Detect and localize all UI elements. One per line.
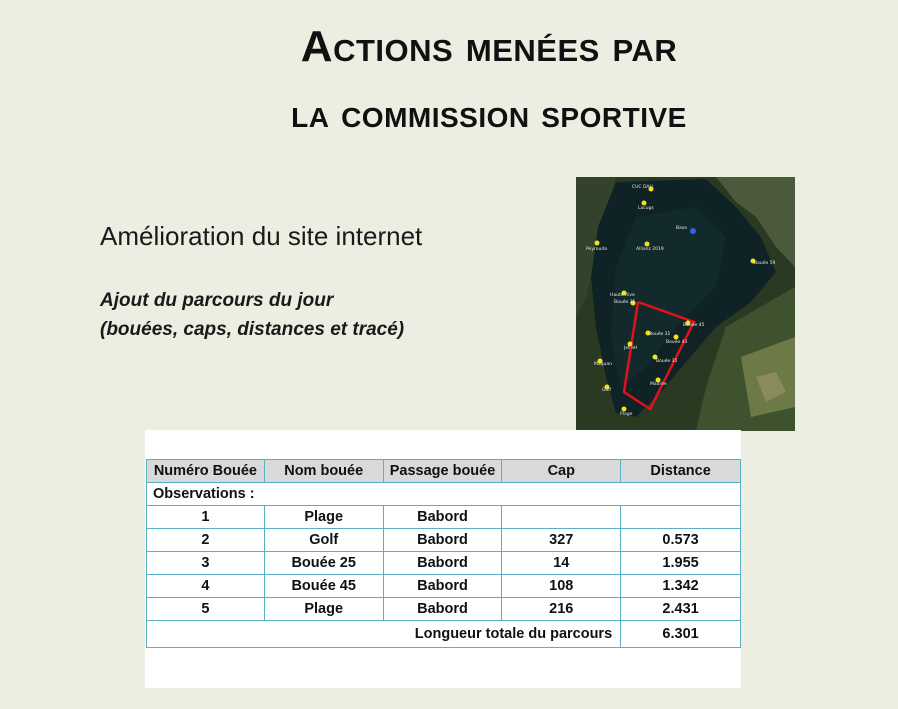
total-row (147, 621, 741, 648)
column-header-buoy-name: Nom bouée (264, 460, 383, 483)
cell-passage: Babord (383, 506, 502, 529)
cell-buoy-name: Plage (264, 598, 383, 621)
cell-distance: 1.342 (621, 575, 741, 598)
map-label: Golf (602, 388, 612, 393)
cell-cap: 216 (502, 598, 621, 621)
map-label: Peyrouda (586, 247, 607, 252)
cell-buoy-name: Bouée 25 (264, 552, 383, 575)
observations-row (147, 483, 741, 506)
course-table (146, 459, 741, 648)
cell-cap (502, 506, 621, 529)
course-table-panel (145, 430, 741, 688)
course-map-image (576, 177, 795, 431)
map-label: Bouée 25 (614, 300, 636, 305)
cell-distance: 0.573 (621, 529, 741, 552)
table-row (147, 506, 741, 529)
map-label: Plage (620, 412, 633, 417)
table-row (147, 552, 741, 575)
map-label: Base (676, 226, 687, 231)
total-length-value: 6.301 (621, 621, 741, 648)
cell-buoy-number: 5 (147, 598, 265, 621)
map-label: Jet eH (624, 346, 638, 351)
cell-buoy-name: Plage (264, 506, 383, 529)
bullet-item (100, 286, 404, 344)
cell-buoy-number: 2 (147, 529, 265, 552)
cell-buoy-number: 1 (147, 506, 265, 529)
map-label: Bouée 45 (683, 323, 705, 328)
map-label: Bouée 31 (649, 332, 671, 337)
cell-buoy-name: Golf (264, 529, 383, 552)
cell-passage: Babord (383, 552, 502, 575)
table-row (147, 529, 741, 552)
cell-passage: Babord (383, 529, 502, 552)
cell-buoy-name: Bouée 45 (264, 575, 383, 598)
slide-title-line1: Actions menées par (300, 22, 678, 71)
slide-title-line2: la commission sportive (291, 92, 687, 136)
cell-buoy-number: 3 (147, 552, 265, 575)
cell-distance: 1.955 (621, 552, 741, 575)
table-row (147, 575, 741, 598)
cell-cap: 108 (502, 575, 621, 598)
cell-distance (621, 506, 741, 529)
column-header-distance: Distance (621, 460, 741, 483)
map-label: Haute Rive (610, 293, 635, 298)
map-label: Bouée 43 (666, 340, 688, 345)
cell-distance: 2.431 (621, 598, 741, 621)
bullet-item-line2: (bouées, caps, distances et tracé) (100, 319, 405, 340)
cell-passage: Babord (383, 575, 502, 598)
bullet-item-line1: Ajout du parcours du jour (100, 290, 334, 311)
total-length-label: Longueur totale du parcours (147, 621, 621, 648)
map-label: Lacugs (638, 206, 654, 211)
map-label: Bouée 59 (754, 261, 776, 266)
map-label: Allianz 2019 (636, 247, 664, 252)
table-header-row (147, 460, 741, 483)
cell-cap: 14 (502, 552, 621, 575)
map-label: Bouée 35 (656, 359, 678, 364)
column-header-buoy-number: Numéro Bouée (147, 460, 265, 483)
table-row (147, 598, 741, 621)
course-map-svg (576, 177, 795, 431)
column-header-passage: Passage bouée (383, 460, 502, 483)
cell-buoy-number: 4 (147, 575, 265, 598)
cell-passage: Babord (383, 598, 502, 621)
map-label: CUC DAU (632, 185, 653, 190)
observations-label: Observations : (147, 483, 741, 506)
map-label: Maquan (594, 362, 612, 367)
map-label: Maurée (650, 382, 667, 387)
column-header-cap: Cap (502, 460, 621, 483)
slide-subtitle: Amélioration du site internet (100, 221, 423, 251)
cell-cap: 327 (502, 529, 621, 552)
